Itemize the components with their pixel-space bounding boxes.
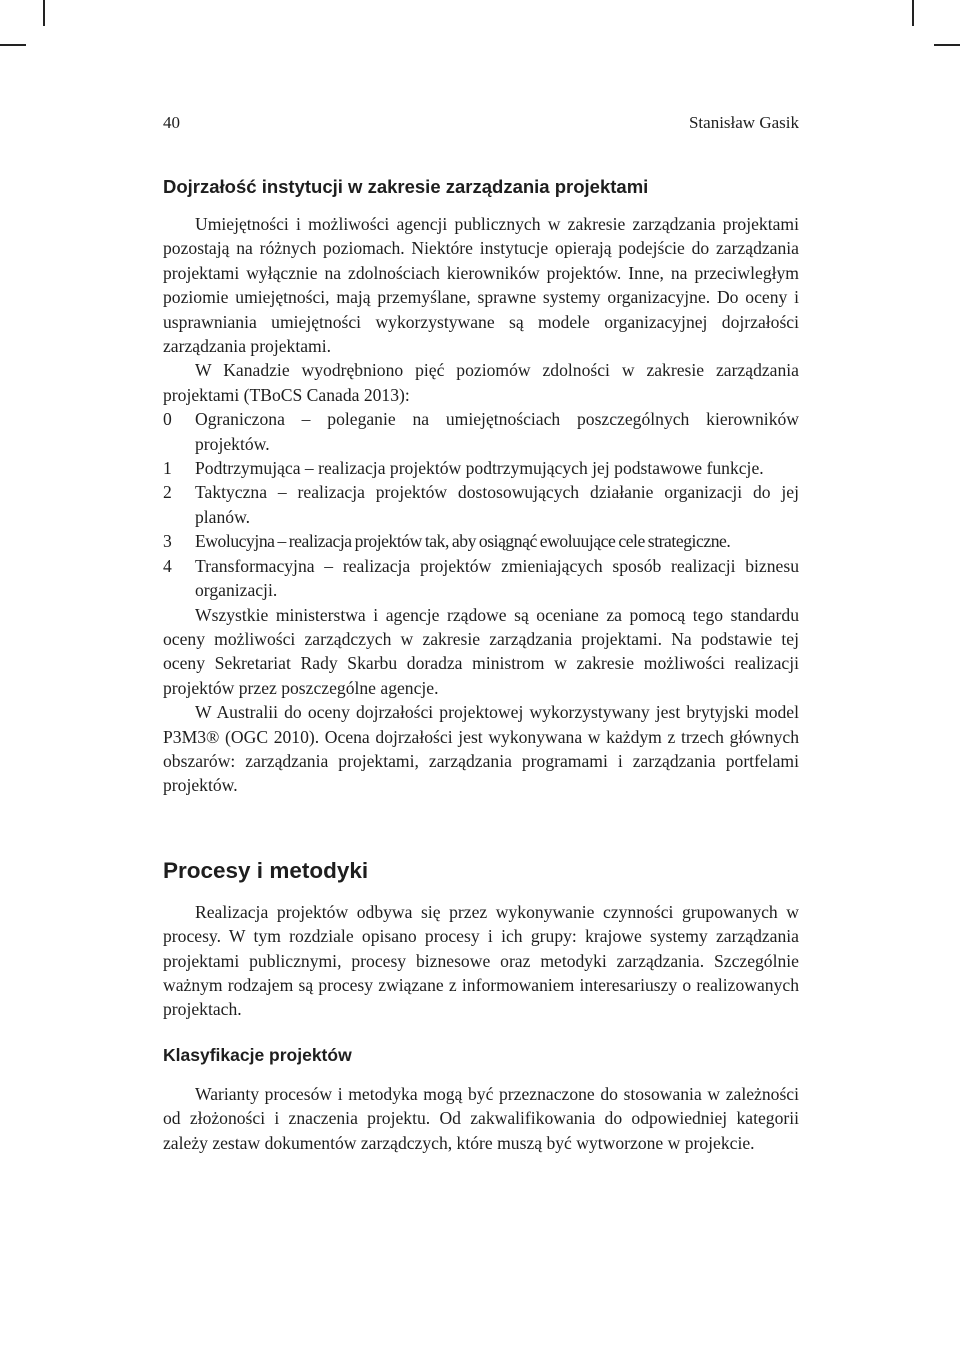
page-body [163, 174, 799, 1155]
section-heading-maturity: Dojrzałość instytucji w zakresie zarządzania projektami [163, 176, 649, 197]
section-heading-classification: Klasyfikacje projektów [163, 1044, 352, 1065]
list-item-text: Transformacyjna – realizacja projektów zmieniających sposób realizacji biznesu organizacji. [195, 555, 799, 601]
list-item [163, 480, 799, 529]
running-head [163, 111, 799, 135]
list-item-text: Podtrzymująca – realizacja projektów podtrzymujących jej podstawowe funkcje. [195, 458, 764, 479]
list-item-number: 1 [163, 458, 172, 479]
crop-mark-right [934, 44, 960, 46]
list-item-text: Ograniczona – poleganie na umiejętnościach poszczególnych kierowników projektów. [195, 409, 799, 454]
paragraph-intro: Umiejętności i możliwości agencji publicznych w zakresie zarządzania projektami pozostają na różnych poziomach. Niektóre instytucje opierają podejście do zarządzania projektami wyłącznie na zdolnościach kierowników projektów. Inne, na przeciwległym poziomie umiejętności, mają przemyślane, sprawne systemy organizacyjne. Do oceny i usprawniania umiejętności wykorzystywane są modele organizacyjnej dojrzałości zarządzania projektami. [163, 214, 799, 357]
chapter-heading-processes: Procesy i metodyki [163, 857, 369, 883]
maturity-levels-list [163, 407, 799, 602]
list-item [163, 456, 799, 480]
list-item-number: 4 [163, 555, 172, 576]
paragraph-canada: W Kanadzie wyodrębniono pięć poziomów zdolności w zakresie zarządzania projektami (TBoCS Canada 2013): [163, 360, 799, 405]
list-item-text: Taktyczna – realizacja projektów dostosowujących działanie organizacji do jej planów. [195, 482, 799, 527]
paragraph-australia: W Australii do oceny dojrzałości projektowej wykorzystywany jest brytyjski model P3M3® (OGC 2010). Ocena dojrzałości jest wykonywana w każdym z trzech głównych obszarów: zarządzania projektami, zarządzania programami i zarządzania portfelami projektów. [163, 702, 799, 796]
list-item-text: Ewolucyjna – realizacja projektów tak, aby osiągnąć ewoluujące cele strategiczne. [195, 531, 731, 552]
list-item [163, 554, 799, 603]
list-item [163, 529, 799, 553]
list-item-number: 0 [163, 409, 172, 430]
paragraph-classification: Warianty procesów i metodyka mogą być przeznaczone do stosowania w zależności od złożoności i znaczenia projektu. Od zakwalifikowania do odpowiedniej kategorii zależy zestaw dokumentów zarządczych, które muszą być wytworzone w projekcie. [163, 1083, 799, 1153]
crop-mark-top-left [43, 0, 45, 26]
list-item-number: 2 [163, 482, 172, 503]
list-item [163, 407, 799, 456]
running-head-author: Stanisław Gasik [688, 113, 799, 132]
page-number: 40 [163, 113, 180, 132]
crop-mark-left [0, 44, 26, 46]
crop-mark-top-right [912, 0, 914, 26]
paragraph-ministries: Wszystkie ministerstwa i agencje rządowe są oceniane za pomocą tego standardu oceny możliwości zarządczych w zakresie zarządzania projektami. Na podstawie tej oceny Sekretariat Rady Skarbu doradza ministrom w zakresie możliwości realizacji projektów przez poszczególne agencje. [163, 604, 799, 698]
list-item-number: 3 [163, 531, 172, 552]
paragraph-processes: Realizacja projektów odbywa się przez wykonywanie czynności grupowanych w procesy. W tym rozdziale opisano procesy i ich grupy: krajowe systemy zarządzania projektami publicznymi, procesy biznesowe oraz metodyki zarządzania. Szczególnie ważnym rodzajem są procesy związane z informowaniem interesariuszy o realizowanych projektach. [163, 901, 799, 1020]
